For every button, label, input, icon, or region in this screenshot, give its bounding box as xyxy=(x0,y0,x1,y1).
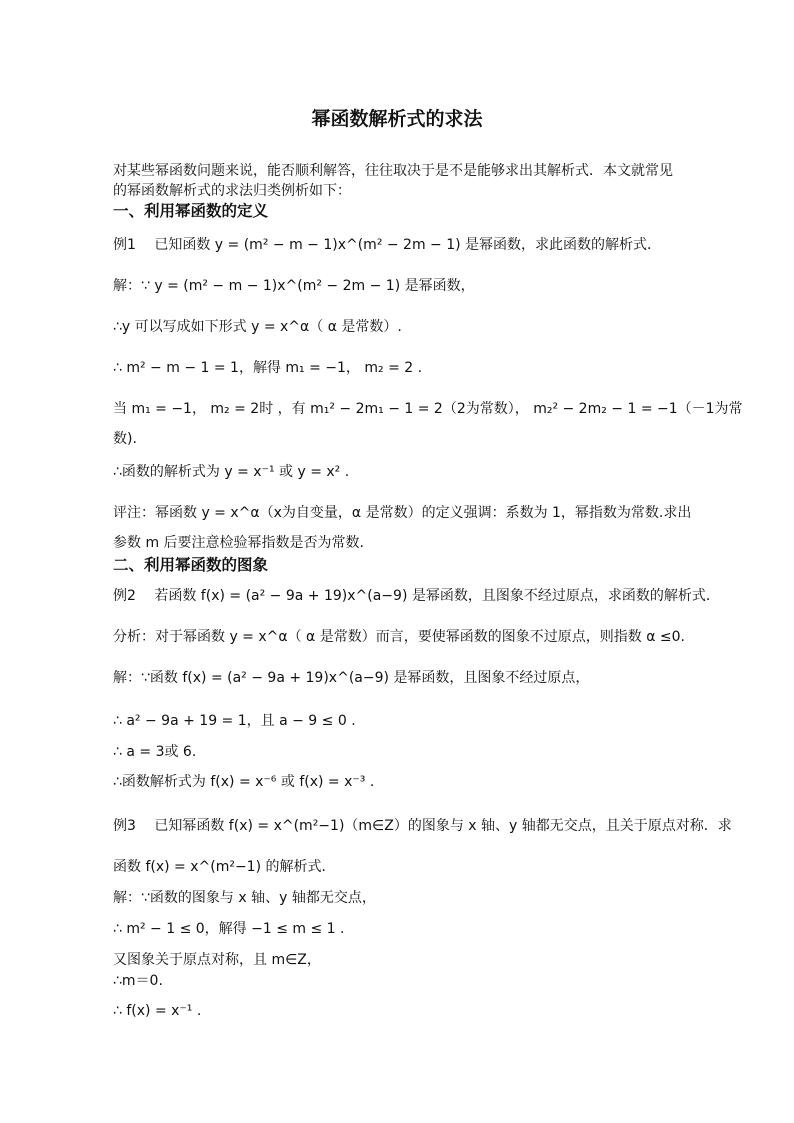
intro-line-1: 对某些幂函数问题来说，能否顺利解答，往往取决于是不是能够求出其解析式．本文就常见 xyxy=(113,163,673,179)
page-title: 幂函数解析式的求法 xyxy=(311,108,483,130)
solution-1-line-3: ∴ m² − m − 1 = 1，解得 m₁ = −1， m₂ = 2 . xyxy=(113,360,423,376)
solution-1-line-2: ∴y 可以写成如下形式 y = x^α（ α 是常数）. xyxy=(113,319,402,335)
solution-1-line-6: ∴函数的解析式为 y = x⁻¹ 或 y = x² . xyxy=(113,464,350,480)
solution-1-line-4: 当 m₁ = −1， m₂ = 2时 ，有 m₁² − 2m₁ − 1 = 2（2为常数）， m₂² − 2m₂ − 1 = −1（－1为常 xyxy=(113,401,743,417)
example-3-line-1: 例3 已知幂函数 f(x) = x^(m²−1)（m∈Z）的图象与 x 轴、y 轴都无交点，且关于原点对称．求 xyxy=(113,818,732,834)
solution-1-line-5: 数). xyxy=(113,431,137,447)
solution-3-line-4: ∴m＝0. xyxy=(113,973,163,989)
intro-line-2: 的幂函数解析式的求法归类例析如下： xyxy=(113,183,351,199)
solution-3-line-5: ∴ f(x) = x⁻¹ . xyxy=(113,1003,202,1019)
example-3-line-2: 函数 f(x) = x^(m²−1) 的解析式． xyxy=(113,859,336,875)
solution-3-line-2: ∴ m² − 1 ≤ 0，解得 −1 ≤ m ≤ 1 . xyxy=(113,921,345,937)
solution-2-line-4: ∴函数解析式为 f(x) = x⁻⁶ 或 f(x) = x⁻³ . xyxy=(113,774,375,790)
section-heading-1: 一、利用幂函数的定义 xyxy=(113,202,269,220)
example-1: 例1 已知函数 y = (m² − m − 1)x^(m² − 2m − 1) 是幂函数，求此函数的解析式． xyxy=(113,237,662,253)
solution-2-line-2: ∴ a² − 9a + 19 = 1，且 a − 9 ≤ 0 . xyxy=(113,713,356,729)
example-2: 例2 若函数 f(x) = (a² − 9a + 19)x^(a−9) 是幂函数，且图象不经过原点，求函数的解析式． xyxy=(113,588,720,604)
solution-2-line-1: 解：∵函数 f(x) = (a² − 9a + 19)x^(a−9) 是幂函数，且图象不经过原点， xyxy=(113,670,590,686)
solution-3-line-3: 又图象关于原点对称，且 m∈Z， xyxy=(113,952,321,968)
comment-line-2: 参数 m 后要注意检验幂指数是否为常数. xyxy=(113,535,364,551)
solution-2-line-3: ∴ a = 3或 6. xyxy=(113,744,197,760)
solution-3-line-1: 解：∵函数的图象与 x 轴、y 轴都无交点， xyxy=(113,890,376,906)
analysis-2: 分析：对于幂函数 y = x^α（ α 是常数）而言，要使幂函数的图象不过原点，则指数 α ≤0. xyxy=(113,629,685,645)
comment-line-1: 评注：幂函数 y = x^α（x为自变量，α 是常数）的定义强调：系数为 1，幂指数为常数.求出 xyxy=(113,505,692,521)
section-heading-2: 二、利用幂函数的图象 xyxy=(113,556,269,574)
solution-1-line-1: 解：∵ y = (m² − m − 1)x^(m² − 2m − 1) 是幂函数， xyxy=(113,278,475,294)
